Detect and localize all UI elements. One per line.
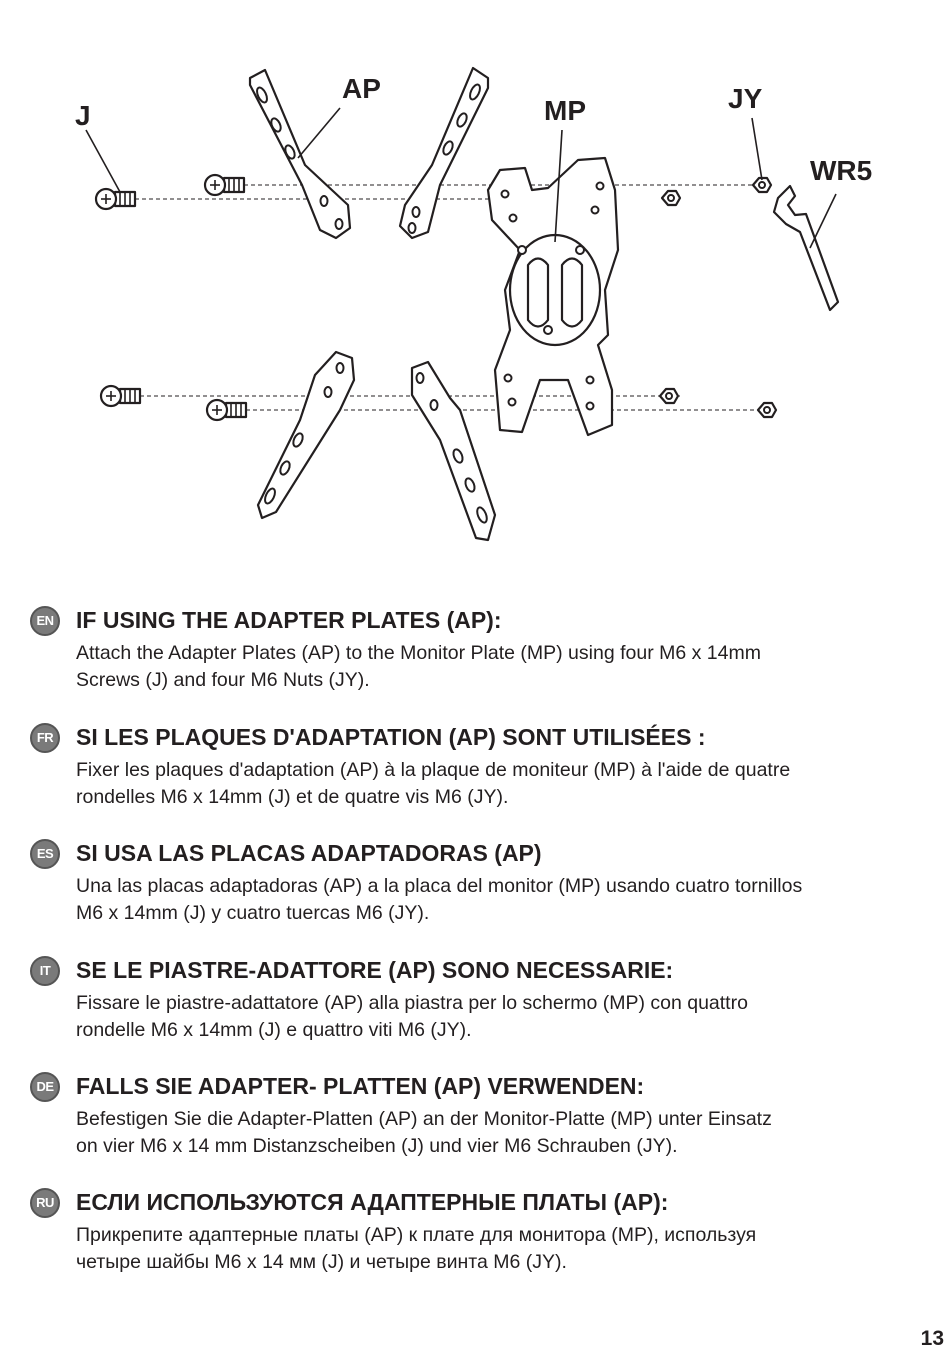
body-line: M6 x 14mm (J) y cuatro tuercas M6 (JY). — [76, 902, 430, 924]
screw-j-4 — [207, 400, 246, 420]
label-jy: JY — [728, 83, 763, 114]
section-body — [76, 990, 938, 1044]
language-badge-it: IT — [30, 956, 60, 986]
language-badge-ru: RU — [30, 1188, 60, 1218]
section-ru — [30, 1188, 938, 1278]
monitor-plate — [488, 158, 618, 435]
body-line: Befestigen Sie die Adapter-Platten (AP) an der Monitor-Platte (MP) unter Einsatz — [76, 1108, 772, 1130]
section-heading: SI USA LAS PLACAS ADAPTADORAS (AP) — [76, 840, 542, 866]
label-j: J — [75, 100, 91, 131]
section-fr — [30, 723, 938, 813]
section-body — [76, 1106, 938, 1160]
section-heading: SI LES PLAQUES D'ADAPTATION (AP) SONT UTILISÉES : — [76, 724, 706, 750]
language-badge-es: ES — [30, 839, 60, 869]
screw-j-3 — [101, 386, 140, 406]
leader-ap — [298, 108, 340, 158]
body-line: Una las placas adaptadoras (AP) a la placa del monitor (MP) usando cuatro tornillos — [76, 875, 803, 897]
section-heading: IF USING THE ADAPTER PLATES (AP): — [76, 607, 502, 633]
body-line: rondelles M6 x 14mm (J) et de quatre vis M6 (JY). — [76, 786, 509, 808]
nut-1 — [662, 191, 680, 205]
screw-j-1 — [96, 189, 135, 209]
adapter-plate-upper-right — [400, 68, 488, 238]
leader-j — [86, 130, 120, 192]
adapter-plate-lower-right — [412, 362, 495, 540]
body-line: on vier M6 x 14 mm Distanzscheiben (J) und vier M6 Schrauben (JY). — [76, 1135, 678, 1157]
body-line: rondelle M6 x 14mm (J) e quattro viti M6 (JY). — [76, 1019, 472, 1041]
body-line: Screws (J) and four M6 Nuts (JY). — [76, 669, 370, 691]
section-heading: SE LE PIASTRE-ADATTORE (AP) SONO NECESSARIE: — [76, 957, 674, 983]
nut-3 — [660, 389, 678, 403]
section-body — [76, 757, 938, 811]
section-body — [76, 873, 938, 927]
language-badge-en: EN — [30, 606, 60, 636]
leader-wr5 — [810, 194, 836, 248]
label-ap: AP — [342, 73, 381, 104]
adapter-plate-lower-left — [258, 352, 354, 518]
section-heading: FALLS SIE ADAPTER- PLATTEN (AP) VERWENDEN: — [76, 1073, 645, 1099]
section-body — [76, 640, 938, 694]
nut-2 — [753, 178, 771, 192]
body-line: Fixer les plaques d'adaptation (AP) à la plaque de moniteur (MP) à l'aide de quatre — [76, 759, 791, 781]
label-mp: MP — [544, 95, 586, 126]
section-en — [30, 606, 938, 696]
leader-jy — [752, 118, 762, 180]
body-line: четыре шайбы M6 x 14 мм (J) и четыре винта M6 (JY). — [76, 1251, 567, 1273]
nut-4 — [758, 403, 776, 417]
page-number: 13 — [920, 1327, 944, 1350]
body-line: Attach the Adapter Plates (AP) to the Monitor Plate (MP) using four M6 x 14mm — [76, 642, 761, 664]
screw-j-2 — [205, 175, 244, 195]
language-badge-fr: FR — [30, 723, 60, 753]
label-wr5: WR5 — [810, 155, 873, 186]
section-body — [76, 1222, 938, 1276]
body-line: Прикрепите адаптерные платы (AP) к плате для монитора (MP), используя — [76, 1224, 757, 1246]
body-line: Fissare le piastre-adattatore (AP) alla piastra per lo schermo (MP) con quattro — [76, 992, 748, 1014]
section-es — [30, 839, 938, 929]
section-de — [30, 1072, 938, 1162]
section-heading: ЕСЛИ ИСПОЛЬЗУЮТСЯ АДАПТЕРНЫЕ ПЛАТЫ (AP): — [76, 1189, 669, 1215]
assembly-diagram — [0, 0, 950, 560]
language-badge-de: DE — [30, 1072, 60, 1102]
section-it — [30, 956, 938, 1046]
wrench-wr5 — [774, 186, 838, 310]
adapter-plate-upper-left — [250, 70, 350, 238]
